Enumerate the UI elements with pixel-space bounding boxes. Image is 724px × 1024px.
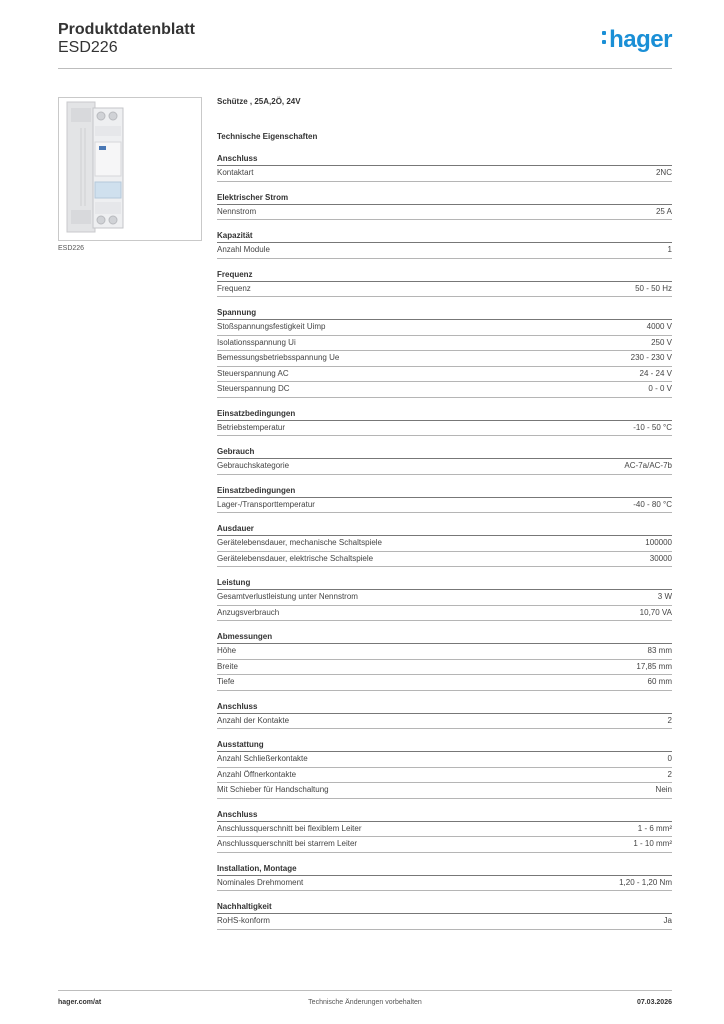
spec-group-title: Anschluss [217, 809, 672, 822]
spec-value: 250 V [651, 337, 672, 347]
spec-group-title: Elektrischer Strom [217, 192, 672, 205]
spec-label: Nominales Drehmoment [217, 877, 304, 887]
spec-value: 50 - 50 Hz [635, 283, 672, 293]
spec-row [217, 351, 672, 367]
spec-group-title: Einsatzbedingungen [217, 408, 672, 421]
spec-group [217, 446, 672, 475]
spec-label: Breite [217, 661, 238, 671]
image-caption: ESD226 [58, 245, 85, 252]
spec-value: 1 [667, 245, 672, 254]
footer-date: 07.03.2026 [636, 999, 672, 1006]
spec-value: 0 [667, 754, 672, 763]
spec-value: 25 A [655, 206, 672, 216]
spec-group-title: Einsatzbedingungen [217, 485, 672, 498]
spec-row [217, 876, 672, 892]
spec-row [217, 606, 672, 622]
spec-group [217, 153, 672, 182]
spec-row [217, 336, 672, 352]
spec-value: 2 [667, 769, 672, 779]
spec-row [217, 644, 672, 660]
spec-label: Gerätelebensdauer, elektrische Schaltspiele [217, 553, 374, 563]
spec-label: Anzahl Öffnerkontakte [217, 769, 297, 779]
spec-group [217, 307, 672, 398]
page-footer [58, 990, 672, 1011]
spec-value: 0 - 0 V [648, 384, 672, 393]
spec-group [217, 269, 672, 298]
spec-value: 2NC [655, 168, 672, 177]
spec-groups [217, 153, 672, 930]
spec-value: 60 mm [647, 677, 672, 686]
spec-group [217, 631, 672, 691]
spec-label: Isolationsspannung Ui [217, 337, 296, 347]
spec-value: 1 - 6 mm² [637, 823, 672, 833]
spec-row [217, 282, 672, 298]
spec-label: Anzahl Schließerkontakte [217, 754, 308, 763]
spec-label: Anzahl Module [217, 245, 270, 254]
footer-website[interactable]: hager.com/at [58, 999, 102, 1006]
spec-row [217, 459, 672, 475]
spec-group [217, 809, 672, 853]
spec-group-title: Abmessungen [217, 631, 672, 644]
logo-dots-icon [602, 31, 607, 45]
spec-value: Nein [655, 785, 672, 794]
spec-label: Gesamtverlustleistung unter Nennstrom [217, 592, 358, 601]
spec-row [217, 552, 672, 568]
page-header [58, 20, 672, 69]
spec-row [217, 837, 672, 853]
spec-group-title: Frequenz [217, 269, 672, 282]
spec-value: 230 - 230 V [630, 353, 672, 362]
spec-label: Betriebstemperatur [217, 422, 286, 432]
spec-row [217, 382, 672, 398]
spec-value: 2 [667, 715, 672, 725]
spec-group-title: Leistung [217, 577, 672, 590]
spec-row [217, 914, 672, 930]
spec-label: Frequenz [217, 283, 251, 293]
spec-group-title: Spannung [217, 307, 672, 320]
spec-group-title: Ausdauer [217, 523, 672, 536]
contactor-device-icon [59, 98, 201, 240]
spec-label: Steuerspannung DC [217, 384, 290, 393]
spec-value: AC-7a/AC-7b [624, 461, 672, 470]
spec-label: Anzahl der Kontakte [217, 715, 290, 725]
spec-row [217, 367, 672, 383]
spec-row [217, 822, 672, 838]
spec-content [217, 97, 672, 930]
spec-label: Tiefe [217, 677, 235, 686]
spec-group-title: Nachhaltigkeit [217, 901, 672, 914]
spec-row [217, 243, 672, 259]
spec-row [217, 590, 672, 606]
spec-value: Ja [663, 916, 672, 925]
spec-value: 83 mm [647, 646, 672, 655]
spec-value: 4000 V [646, 322, 672, 331]
spec-group-title: Ausstattung [217, 739, 672, 752]
logo-text: hager [609, 26, 672, 53]
spec-group [217, 739, 672, 799]
spec-label: Gerätelebensdauer, mechanische Schaltspiele [217, 538, 382, 547]
spec-group [217, 485, 672, 514]
footer-note: Technische Änderungen vorbehalten [308, 999, 422, 1006]
document-title: Produktdatenblatt [58, 21, 195, 38]
spec-value: 17,85 mm [636, 661, 672, 671]
spec-label: Anschlussquerschnitt bei flexiblem Leiter [217, 823, 362, 833]
hager-logo [602, 26, 672, 54]
spec-row [217, 536, 672, 552]
spec-row [217, 714, 672, 730]
spec-value: 1,20 - 1,20 Nm [619, 877, 672, 887]
spec-value: 1 - 10 mm² [633, 839, 672, 848]
spec-row [217, 752, 672, 768]
spec-row [217, 421, 672, 437]
spec-row [217, 205, 672, 221]
spec-group [217, 577, 672, 621]
spec-row [217, 783, 672, 799]
spec-row [217, 768, 672, 784]
spec-group [217, 230, 672, 259]
spec-group [217, 701, 672, 730]
spec-label: Nennstrom [217, 206, 257, 216]
spec-value: 30000 [649, 553, 672, 563]
spec-row [217, 498, 672, 514]
spec-group-title: Kapazität [217, 230, 672, 243]
spec-row [217, 320, 672, 336]
spec-value: 10,70 VA [639, 607, 672, 617]
product-title: Schütze , 25A,2Ö, 24V [217, 97, 301, 106]
spec-value: 24 - 24 V [639, 368, 672, 378]
spec-row [217, 660, 672, 676]
spec-label: Höhe [217, 646, 237, 655]
spec-label: Bemessungsbetriebsspannung Ue [217, 353, 340, 362]
spec-row [217, 166, 672, 182]
spec-label: Lager-/Transporttemperatur [217, 499, 315, 509]
spec-group [217, 523, 672, 567]
spec-label: Steuerspannung AC [217, 368, 289, 378]
spec-group [217, 192, 672, 221]
product-image [58, 97, 202, 241]
spec-group-title: Installation, Montage [217, 863, 672, 876]
spec-row [217, 675, 672, 691]
spec-label: Gebrauchskategorie [217, 461, 290, 470]
spec-value: 100000 [645, 538, 672, 547]
spec-label: Kontaktart [217, 168, 254, 177]
spec-group [217, 901, 672, 930]
spec-group-title: Anschluss [217, 701, 672, 714]
spec-value: -10 - 50 °C [633, 422, 672, 432]
spec-group-title: Gebrauch [217, 446, 672, 459]
spec-label: RoHS-konform [217, 916, 270, 925]
spec-group-title: Anschluss [217, 153, 672, 166]
spec-group [217, 408, 672, 437]
spec-value: 3 W [657, 592, 672, 601]
spec-label: Mit Schieber für Handschaltung [217, 785, 329, 794]
spec-value: -40 - 80 °C [633, 499, 672, 509]
spec-label: Anzugsverbrauch [217, 607, 280, 617]
spec-heading: Technische Eigenschaften [217, 132, 318, 141]
spec-group [217, 863, 672, 892]
spec-label: Anschlussquerschnitt bei starrem Leiter [217, 839, 358, 848]
spec-label: Stoßspannungsfestigkeit Uimp [217, 322, 326, 331]
product-code: ESD226 [58, 39, 118, 56]
